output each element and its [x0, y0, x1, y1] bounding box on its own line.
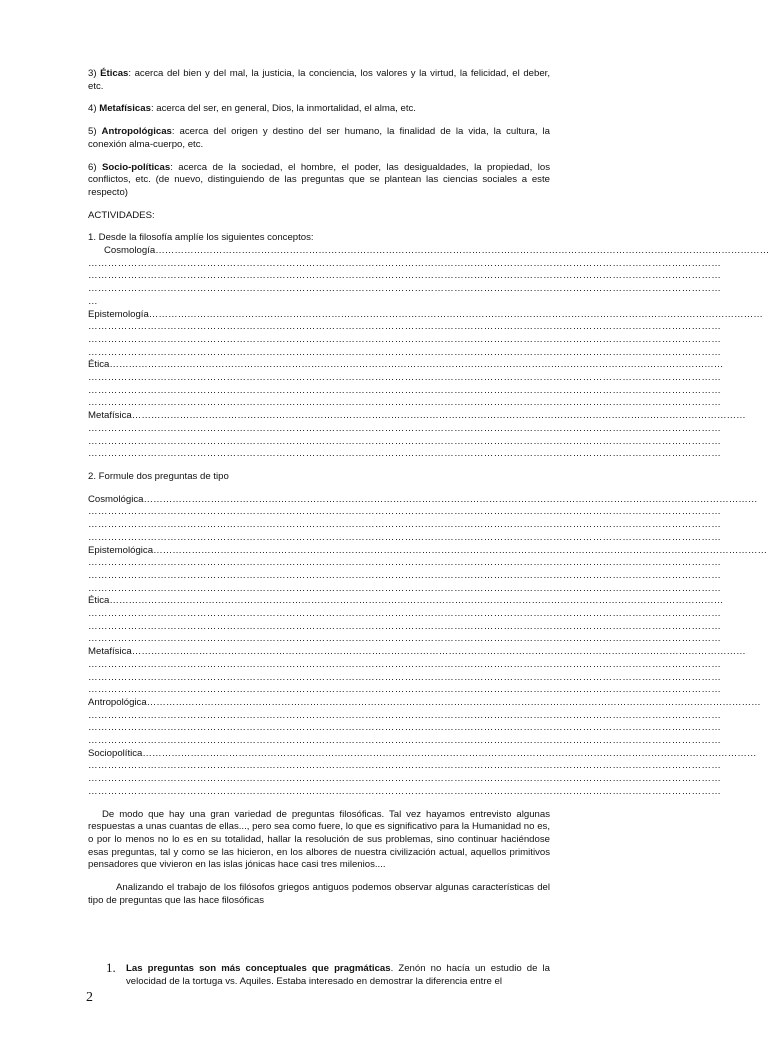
fill-line[interactable]: ………………………………………………………………………………………………………………………………………………………………………… [88, 506, 722, 518]
fill-line[interactable]: ………………………………………………………………………………………………………………………………………………………………………… [88, 557, 722, 569]
item-text: : acerca del ser, en general, Dios, la inmortalidad, el alma, etc. [150, 103, 416, 115]
list-text [126, 963, 550, 988]
fill-line[interactable]: ………………………………………………………………………………………………………………………………………………………………………… [88, 270, 722, 282]
item-metafisicas [88, 103, 550, 116]
fill-line[interactable]: ………………………………………………………………………………………………………………………………………………………………………… [88, 633, 722, 645]
page-number: 2 [86, 990, 93, 1005]
question-type-label: Epistemológica [88, 544, 154, 556]
item-socio-politicas [88, 162, 550, 200]
fill-line[interactable]: ………………………………………………………………………………………………………………………………………………………………………… [88, 773, 722, 785]
activities-heading: ACTIVIDADES: [88, 209, 155, 221]
fill-line[interactable]: ………………………………………………………………………………………………………………………………………………………………………… [88, 346, 722, 358]
item-number: 6) [88, 161, 97, 173]
fill-line[interactable]: Antropológica………………………………………………………………………………………………………………………………………………………………………… [88, 696, 761, 708]
concept-label: Cosmología [104, 245, 156, 257]
item-number: 4) [88, 103, 97, 115]
fill-line[interactable]: ………………………………………………………………………………………………………………………………………………………………………… [88, 760, 722, 772]
item-term: Antropológicas [101, 126, 172, 138]
question-type-label: Metafísica [88, 646, 132, 658]
fill-line[interactable]: Ética………………………………………………………………………………………………………………………………………………………………………… [88, 359, 724, 371]
fill-line[interactable]: ………………………………………………………………………………………………………………………………………………………………………… [88, 722, 722, 734]
fill-line[interactable]: Cosmología………………………………………………………………………………………………………………………………………………………………………… [104, 245, 769, 257]
fill-line[interactable]: Sociopolítica………………………………………………………………………………………………………………………………………………………………………… [88, 747, 757, 759]
fill-line[interactable]: ………………………………………………………………………………………………………………………………………………………………………… [88, 709, 722, 721]
concept-label: Epistemología [88, 308, 149, 320]
item-antropologicas [88, 126, 550, 151]
concept-label: Metafísica [88, 410, 132, 422]
fill-line[interactable]: ………………………………………………………………………………………………………………………………………………………………………… [88, 333, 722, 345]
item-text: : acerca del origen y destino del ser humano, la finalidad de la vida, la cultura, la conexión alma-cuerpo, etc. [88, 126, 550, 150]
fill-line[interactable]: ………………………………………………………………………………………………………………………………………………………………………… [88, 684, 722, 696]
fill-line[interactable]: ………………………………………………………………………………………………………………………………………………………………………… [88, 735, 722, 747]
fill-line[interactable]: ………………………………………………………………………………………………………………………………………………………………………… [88, 785, 722, 797]
fill-line[interactable]: Epistemológica………………………………………………………………………………………………………………………………………………………………………… [88, 544, 768, 556]
fill-line-end: … [88, 295, 98, 307]
fill-line[interactable]: ………………………………………………………………………………………………………………………………………………………………………… [88, 620, 722, 632]
fill-line[interactable]: ………………………………………………………………………………………………………………………………………………………………………… [88, 582, 722, 594]
fill-line[interactable]: Ética………………………………………………………………………………………………………………………………………………………………………… [88, 595, 724, 607]
fill-line[interactable]: Metafísica………………………………………………………………………………………………………………………………………………………………………… [88, 646, 746, 658]
item-number: 3) [88, 68, 97, 79]
fill-line[interactable]: ………………………………………………………………………………………………………………………………………………………………………… [88, 519, 722, 531]
fill-line[interactable]: ………………………………………………………………………………………………………………………………………………………………………… [88, 608, 722, 620]
activity1-prompt: 1. Desde la filosofía amplíe los siguientes conceptos: [88, 232, 314, 244]
fill-line[interactable]: Epistemología………………………………………………………………………………………………………………………………………………………………………… [88, 308, 763, 320]
fill-line[interactable]: ………………………………………………………………………………………………………………………………………………………………………… [88, 671, 722, 683]
item-term: Éticas [100, 68, 129, 79]
fill-line[interactable]: ………………………………………………………………………………………………………………………………………………………………………… [88, 658, 722, 670]
question-type-label: Ética [88, 595, 110, 607]
fill-line[interactable]: ………………………………………………………………………………………………………………………………………………………………………… [88, 384, 722, 396]
item-term: Socio-políticas [101, 161, 171, 173]
item-number: 5) [88, 126, 97, 138]
fill-line[interactable]: ………………………………………………………………………………………………………………………………………………………………………… [88, 448, 722, 460]
paragraph-variety: De modo que hay una gran variedad de preguntas filosóficas. Tal vez hayamos entrevisto algunas respuestas a unas cuantas de ellas..., pero sea como fuere, lo que es significativo para la Humanidad no es, o por lo menos no lo es en su totalidad, hallar la resolución de sus problemas, sino continuar haciéndose esas preguntas, tal y como se las hicieron, en los albores de nuestra civilización actual, aquellos primitivos pensadores que vivieron en las islas jónicas hace casi tres milenios.... [88, 808, 550, 871]
item-text: : acerca de la sociedad, el hombre, el poder, las desigualdades, la propiedad, los conflictos, etc. (de nuevo, distinguiendo de las preguntas que se plantean las ciencias sociales a este respecto) [88, 161, 550, 198]
paragraph-analysis: Analizando el trabajo de los filósofos griegos antiguos podemos observar algunas características del tipo de preguntas que las hace filosóficas [88, 882, 550, 906]
activity2-prompt: 2. Formule dos preguntas de tipo [88, 470, 229, 482]
fill-line[interactable]: ………………………………………………………………………………………………………………………………………………………………………… [88, 569, 722, 581]
fill-line[interactable]: Cosmológica………………………………………………………………………………………………………………………………………………………………………… [88, 493, 758, 505]
question-type-label: Antropológica [88, 696, 147, 708]
question-type-label: Cosmológica [88, 493, 144, 505]
fill-line[interactable]: ………………………………………………………………………………………………………………………………………………………………………… [88, 283, 722, 295]
item-text: : acerca del bien y del mal, la justicia, la conciencia, los valores y la virtud, la felicidad, el deber, etc. [88, 68, 550, 92]
fill-line[interactable]: Metafísica………………………………………………………………………………………………………………………………………………………………………… [88, 410, 746, 422]
fill-line[interactable]: ………………………………………………………………………………………………………………………………………………………………………… [88, 531, 722, 543]
fill-line[interactable]: ………………………………………………………………………………………………………………………………………………………………………… [88, 257, 722, 269]
item-eticas [88, 68, 550, 93]
fill-line[interactable]: ………………………………………………………………………………………………………………………………………………………………………… [88, 422, 722, 434]
document-body [88, 68, 769, 907]
list-number: 1. [106, 960, 116, 975]
fill-line[interactable]: ………………………………………………………………………………………………………………………………………………………………………… [88, 321, 722, 333]
item-term: Metafísicas [99, 103, 151, 115]
fill-line[interactable]: ………………………………………………………………………………………………………………………………………………………………………… [88, 397, 722, 409]
list-rest: . Zenón no hacía un estudio de la velocidad de la tortuga vs. Aquiles. Estaba interesado en demostrar la diferencia entre el [126, 963, 550, 987]
list-bold: Las preguntas son más conceptuales que pragmáticas [126, 963, 391, 974]
fill-line[interactable]: ………………………………………………………………………………………………………………………………………………………………………… [88, 435, 722, 447]
concept-label: Ética [88, 359, 110, 371]
list-item-conceptual [106, 960, 550, 988]
question-type-label: Sociopolítica [88, 747, 143, 759]
fill-line[interactable]: ………………………………………………………………………………………………………………………………………………………………………… [88, 372, 722, 384]
